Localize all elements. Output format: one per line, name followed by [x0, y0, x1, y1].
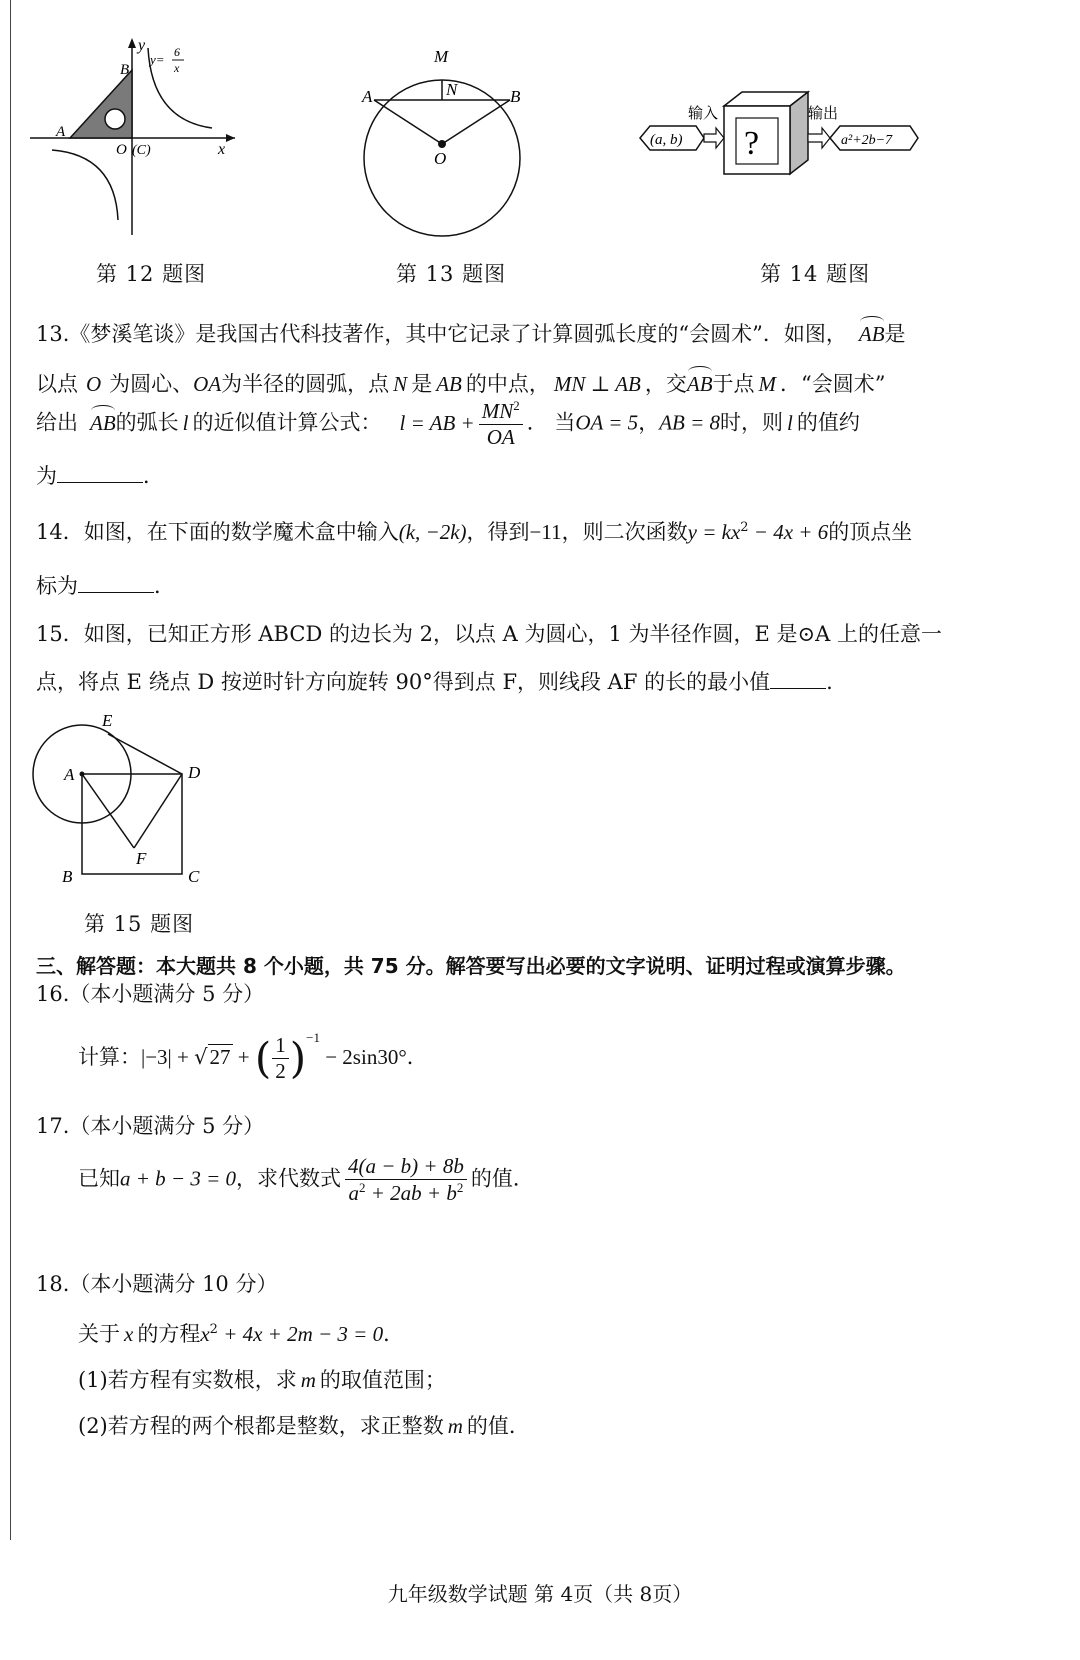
label-b: B	[510, 87, 521, 106]
question-18-line-1: 关于 x 的方程$x^2 + 4x + 2m - 3 = 0$．	[78, 1322, 405, 1346]
func-den: x	[174, 61, 180, 75]
question-15-line-2: 点，将点 E 绕点 D 按逆时针方向旋转 90°得到点 F，则线段 AF 的长的最小值 .	[36, 670, 833, 694]
func-num: 6	[174, 45, 180, 59]
answer-blank-13[interactable]	[57, 481, 143, 483]
question-13-line-1: 13.《梦溪笔谈》是我国古代科技著作，其中它记录了计算圆弧长度的“会圆术”．如图， AB是	[36, 322, 906, 346]
formula-fraction: $\frac{MN^2}{OA}$	[479, 398, 523, 450]
answer-blank-15[interactable]	[770, 687, 826, 689]
segment-af	[82, 774, 134, 848]
point-a	[80, 772, 85, 777]
section-3-heading: 三、解答题：本大题共 8 个小题，共 75 分。解答要写出必要的文字说明、证明过程或演算步骤。	[36, 954, 906, 978]
question-14-line-1: 14．如图，在下面的数学魔术盒中输入(k, −2k)，得到−11，则二次函数$y = kx^2 - 4x + 6$的顶点坐	[36, 520, 913, 544]
caption-figure-12: 第 12 题图	[96, 262, 207, 286]
label-c: (C)	[132, 143, 151, 158]
label-origin: O	[116, 142, 127, 158]
question-18-part-2: (2)若方程的两个根都是整数，求正整数 m 的值．	[78, 1414, 530, 1438]
radius-ob	[442, 100, 510, 144]
answer-blank-14[interactable]	[78, 591, 154, 593]
question-17-head: 17.（本小题满分 5 分）	[36, 1114, 265, 1138]
output-arrow	[808, 128, 830, 148]
y-axis-arrow	[128, 38, 136, 48]
question-mark-icon: ?	[744, 125, 760, 162]
page-footer: 九年级数学试题 第 4页（共 8页）	[387, 1582, 693, 1606]
question-13-line-3: 给出 AB的弧长 l 的近似值计算公式： l = AB + $\frac{MN^2}{OA}$ ． 当OA = 5，AB = 8时，则 l 的值约	[36, 398, 860, 450]
label-c: C	[188, 867, 200, 886]
input-arrow	[704, 128, 724, 148]
label-f: F	[136, 849, 147, 868]
label-a: A	[56, 124, 66, 140]
caption-figure-14: 第 14 题图	[760, 262, 871, 286]
caption-figure-15: 第 15 题图	[84, 912, 195, 936]
question-14-line-2: 标为 ．	[36, 574, 175, 598]
func-lhs: y=	[150, 52, 165, 67]
label-m: M	[434, 47, 449, 66]
label-d: D	[188, 763, 201, 782]
triangle-abc	[70, 70, 132, 138]
inscribed-circle	[105, 109, 125, 129]
label-b: B	[120, 62, 130, 78]
label-e: E	[102, 711, 113, 730]
output-label: 输出	[808, 104, 839, 122]
label-y: y	[138, 37, 146, 54]
segment-ed	[108, 734, 182, 774]
label-a: A	[64, 765, 75, 784]
center-o	[438, 140, 446, 148]
figure-13	[360, 40, 540, 240]
question-13-line-4: 为 ．	[36, 464, 164, 488]
binding-margin-line	[10, 0, 11, 1540]
label-b: B	[62, 867, 73, 886]
label-x: x	[218, 141, 226, 158]
caption-figure-13: 第 13 题图	[396, 262, 507, 286]
box-side	[790, 92, 808, 174]
label-a: A	[362, 87, 373, 106]
label-n: N	[446, 80, 458, 99]
fraction-one-half: $\frac{1}{2}$	[272, 1033, 289, 1084]
segment-fd	[134, 774, 182, 848]
radius-oa	[374, 100, 442, 144]
question-18-head: 18.（本小题满分 10 分）	[36, 1272, 278, 1296]
x-axis-arrow	[226, 134, 235, 142]
output-value: a²+2b−7	[841, 133, 893, 148]
figure-12	[30, 30, 250, 240]
question-17-body: 已知a + b − 3 = 0，求代数式 $\frac{4(a - b) + 8b}{a^2 + 2ab + b^2}$ 的值．	[78, 1154, 534, 1206]
expression-fraction: $\frac{4(a - b) + 8b}{a^2 + 2ab + b^2}$	[345, 1154, 467, 1206]
input-label: 输入	[688, 104, 719, 122]
question-16-body: 计算：|−3| + √27 + ( $\frac{1}{2}$ )$^{-1}$ − 2sin30°．	[78, 1030, 428, 1083]
label-o: O	[434, 149, 447, 168]
figure-15	[30, 708, 230, 898]
question-16-head: 16.（本小题满分 5 分）	[36, 982, 265, 1006]
hyperbola-branch-2	[52, 150, 118, 220]
question-15-line-1: 15．如图，已知正方形 ABCD 的边长为 2，以点 A 为圆心，1 为半径作圆，E 是⊙A 上的任意一	[36, 622, 942, 646]
square-abcd	[82, 774, 182, 874]
input-value: (a, b)	[650, 132, 683, 148]
question-13-line-2: 以点 O 为圆心、OA为半径的圆弧，点 N 是 AB 的中点， MN ⊥ AB ，交AB于点 M ．“会圆术”	[36, 372, 886, 396]
figure-14	[638, 82, 928, 192]
question-18-part-1: (1)若方程有实数根，求 m 的取值范围；	[78, 1368, 446, 1392]
